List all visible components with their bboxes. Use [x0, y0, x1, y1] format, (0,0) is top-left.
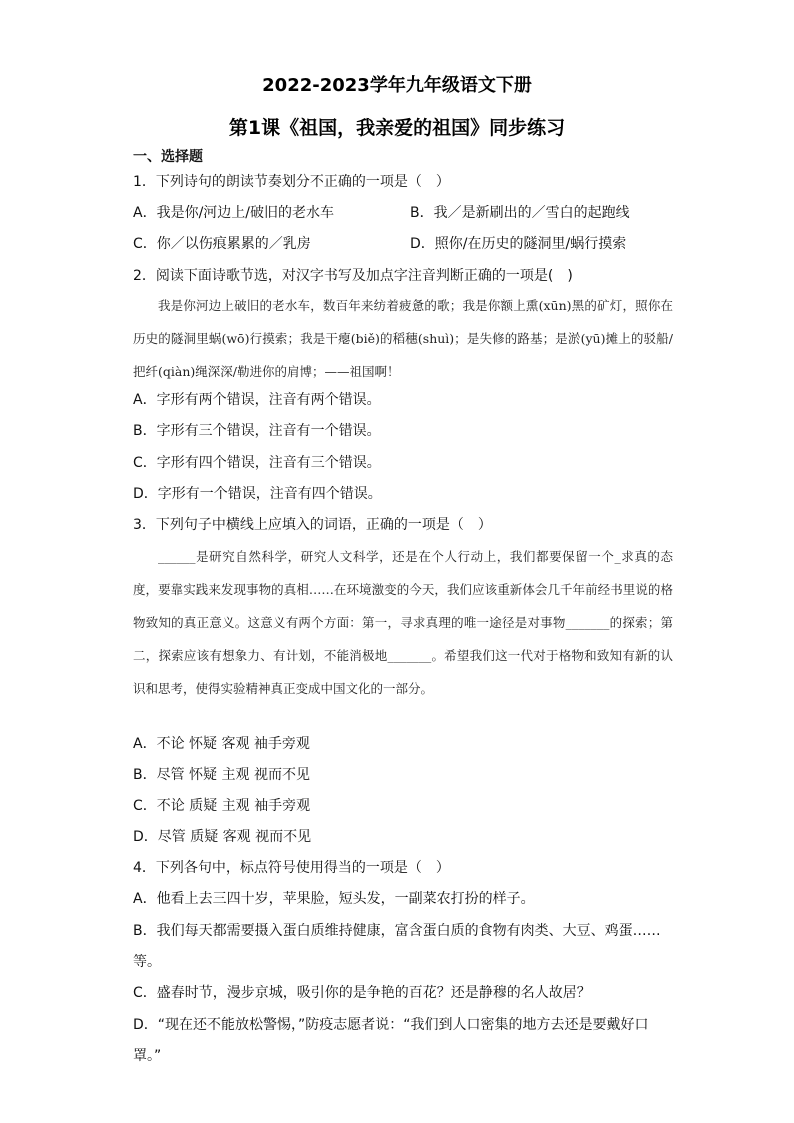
question-1-option-a: A．我是你/河边上/破旧的老水车 [133, 205, 335, 221]
document-title: 2022-2023学年九年级语文下册 [262, 75, 532, 96]
question-3-passage [133, 540, 673, 705]
question-2-passage [133, 289, 673, 388]
question-2-option-d: D．字形有一个错误，注音有四个错误。 [133, 486, 382, 502]
question-1-option-c: C．你／以伤痕累累的／乳房 [133, 236, 311, 252]
question-4-stem: 4．下列各句中，标点符号使用得当的一项是（ ） [133, 860, 450, 876]
question-2-option-a: A．字形有两个错误，注音有两个错误。 [133, 392, 381, 408]
question-1-option-b: B．我／是新刷出的／雪白的起跑线 [410, 205, 630, 221]
question-4-option-c: C．盛春时节，漫步京城，吸引你的是争艳的百花？还是静穆的名人故居？ [133, 985, 591, 1001]
fill-in-passage: ______是研究自然科学，研究人文科学，还是在个人行动上，我们都要保留一个_求真的态度，要靠实践来发现事物的真相……在环境激变的今天，我们应该重新体会几千年前经书里说的格物致知的真正意义。这意义有两个方面：第一，寻求真理的唯一途径是对事物_______的探索；第二，探索应该有想象力、有计划，不能消极地_______。希望我们这一代对于格物和致知有新的认识和思考，使得实验精神真正变成中国文化的一部分。 [133, 549, 673, 696]
option-b-text: B．我们每天都需要摄入蛋白质维持健康，富含蛋白质的食物有肉类、大豆、鸡蛋……等。 [133, 923, 661, 970]
question-3-stem: 3．下列句子中横线上应填入的词语，正确的一项是（ ） [133, 517, 492, 533]
option-d-text: D．“现在还不能放松警惕，”防疫志愿者说：“我们到人口密集的地方去还是要戴好口罩。” [133, 1017, 649, 1064]
question-2-option-b: B．字形有三个错误，注音有一个错误。 [133, 423, 381, 439]
question-3-option-b: B．尽管 怀疑 主观 视而不见 [133, 767, 310, 783]
question-1-stem: 1．下列诗句的朗读节奏划分不正确的一项是（ ） [133, 174, 450, 190]
question-2-stem: 2．阅读下面诗歌节选，对汉字书写及加点字注音判断正确的一项是( ) [133, 268, 573, 284]
question-2-option-c: C．字形有四个错误，注音有三个错误。 [133, 455, 381, 471]
document-subtitle: 第1课《祖国，我亲爱的祖国》同步练习 [228, 117, 566, 139]
question-4-option-d [133, 1010, 663, 1072]
question-4-option-b [133, 916, 663, 978]
question-3-option-c: C．不论 质疑 主观 袖手旁观 [133, 798, 311, 814]
poem-excerpt: 我是你河边上破旧的老水车，数百年来纺着疲惫的歌；我是你额上熏(xūn)黑的矿灯，照你在历史的隧洞里蜗(wō)行摸索；我是干瘪(biě)的稻穗(shuì)；是失修的路基；是淤(yū)摊上的驳船/把纤(qiàn)绳深深/勒进你的肩博；——祖国啊！ [133, 298, 673, 379]
question-1-option-d: D．照你/在历史的隧洞里/蜗行摸索 [410, 236, 627, 252]
section-heading: 一、选择题 [133, 149, 203, 165]
question-3-option-a: A．不论 怀疑 客观 袖手旁观 [133, 736, 310, 752]
question-3-option-d: D．尽管 质疑 客观 视而不见 [133, 829, 312, 845]
question-4-option-a: A．他看上去三四十岁，苹果脸，短头发，一副菜农打扮的样子。 [133, 891, 535, 907]
